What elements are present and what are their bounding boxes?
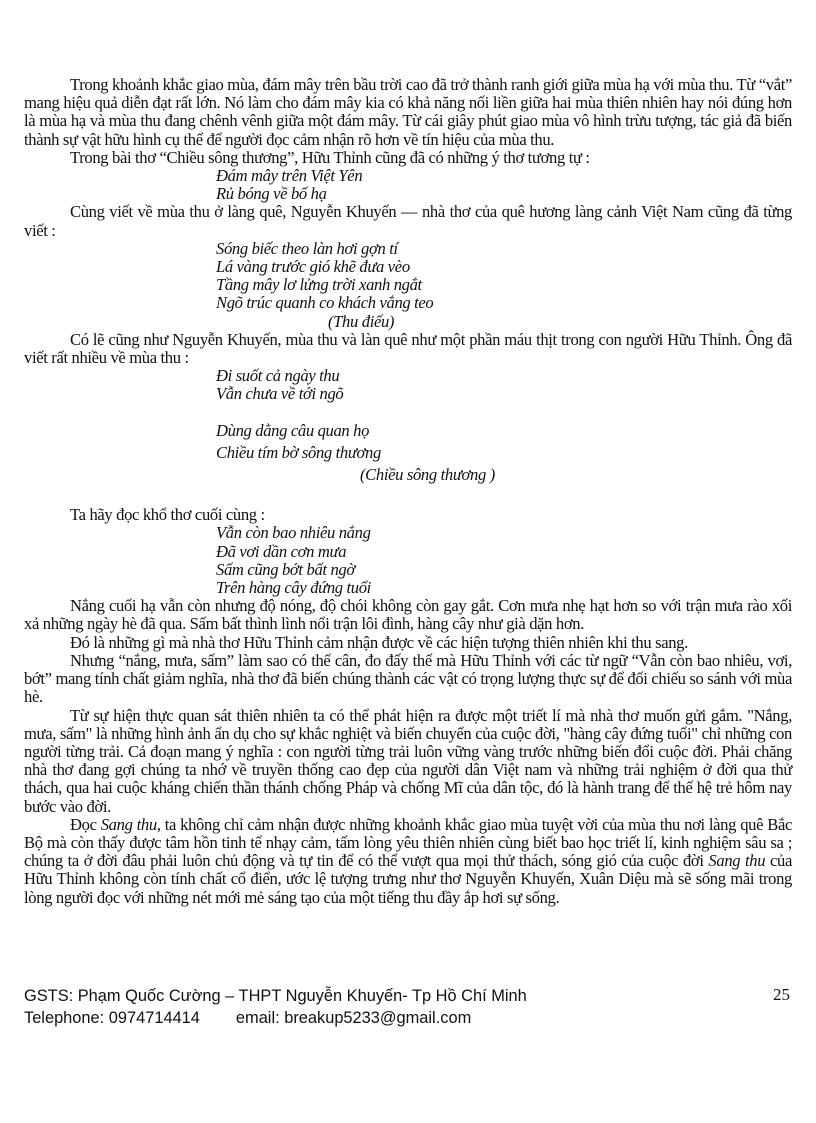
footer-phone: Telephone: 0974714414	[24, 1009, 200, 1027]
footer-author: GSTS: Phạm Quốc Cường – THPT Nguyễn Khuyến- Tp Hồ Chí Minh	[24, 987, 527, 1005]
poem-line: Dùng dằng câu quan họ	[216, 420, 370, 440]
work-title: Sang thu	[708, 851, 766, 871]
paragraph: Nắng cuối hạ vẫn còn nhưng độ nóng, độ chói không còn gay gắt. Cơn mưa nhẹ hạt hơn so với trận mưa rào xối xả những ngày hè đã qua. Sấm bất thình lình nổi trận lôi đình, hàng cây như già dặn hơn.	[24, 596, 792, 634]
footer-contact	[24, 1007, 792, 1029]
footer-email: email: breakup5233@gmail.com	[235, 1009, 472, 1027]
main-text	[24, 76, 792, 907]
poem-quote	[216, 367, 792, 484]
paragraph: Nhưng “nắng, mưa, sấm” làm sao có thể cân, đo đấy thế mà Hữu Thỉnh với các từ ngữ “Vẫn còn bao nhiêu, vơi, bớt” mang tính chất giảm nghĩa, nhà thơ đã biến chúng thành các vật có trọng lượng thực sự để đối chiếu so sánh với mùa hè.	[24, 650, 792, 707]
paragraph: Cùng viết về mùa thu ở làng quê, Nguyễn Khuyến — nhà thơ của quê hương làng cảnh Việt Nam cũng đã từng viết :	[24, 202, 792, 240]
poem-line: Lá vàng trước gió khẽ đưa vèo	[216, 257, 410, 277]
poem-quote	[216, 240, 792, 331]
paragraph: Ta hãy đọc khổ thơ cuối cùng :	[70, 505, 265, 525]
poem-line: Đám mây trên Việt Yên	[216, 166, 363, 186]
poem-quote	[216, 524, 792, 597]
paragraph: Trong khoảnh khắc giao mùa, đám mây trên bầu trời cao đã trở thành ranh giới giữa mùa hạ với mùa thu. Từ “vắt” mang hiệu quả diễn đạt rất lớn. Nó làm cho đám mây kia có khả năng nối liền giữa hai mùa thiên nhiên hay nói đúng hơn là mùa hạ và mùa thu đang chênh vênh giữa một đám mây. Từ cái giây phút giao mùa vô hình trừu tượng, tác giả đã biến thành sự vật hữu hình cụ thể để người đọc cảm nhận rõ hơn về tín hiệu của mùa thu.	[24, 75, 792, 149]
poem-quote	[216, 167, 792, 203]
poem-line: Rủ bóng về bố hạ	[216, 184, 327, 204]
section-gap	[24, 484, 792, 506]
page-number: 25	[773, 985, 790, 1004]
paragraph	[24, 816, 792, 907]
poem-line: Vẫn chưa về tới ngõ	[216, 384, 344, 404]
poem-line: Sấm cũng bớt bất ngờ	[216, 559, 355, 579]
paragraph: Trong bài thơ “Chiều sông thương”, Hữu Thỉnh cũng đã có những ý thơ tương tự :	[70, 147, 590, 167]
work-title: Sang thu	[100, 814, 157, 834]
poem-line: Sóng biếc theo làn hơi gợn tí	[216, 238, 398, 258]
text-run: của Hữu Thỉnh không còn tính chất cổ điển, ước lệ tượng trưng như thơ Nguyễn Khuyến, Xuân Diệu mà sẽ sống mãi trong lòng người đọc với những nét mới mẻ sáng tạo của một tiếng thu đầy ắp hơi sự sống.	[24, 851, 792, 907]
poem-line: Ngõ trúc quanh co khách vắng teo	[216, 293, 434, 313]
poem-source: (Chiều sông thương )	[360, 465, 495, 485]
paragraph: Đó là những gì mà nhà thơ Hữu Thỉnh cảm nhận được về các hiện tượng thiên nhiên khi thu sang.	[70, 632, 688, 652]
poem-line: Chiều tím bờ sông thương	[216, 442, 381, 462]
paragraph: Từ sự hiện thực quan sát thiên nhiên ta có thể phát hiện ra được một triết lí mà nhà thơ muốn gửi gắm. "Nắng, mưa, sấm" là những hình ảnh ẩn dụ cho sự khắc nghiệt và biến chuyển của cuộc đời, "hàng cây đứng tuổi" chỉ những con người từng trải. Cả đoạn mang ý nghĩa : con người từng trải luôn vững vàng trước những biến đổi cuộc đời. Phải chăng nhà thơ đang gợi chúng ta nhớ về truyền thống cao đẹp của người dân Việt nam và những trải nghiệm ở đời qua thử thách, qua hai cuộc kháng chiến thần thánh chống Pháp và chống Mĩ của dân tộc, đó là hành trang để thế hệ trẻ hôm nay bước vào đời.	[24, 705, 792, 816]
poem-line: Tầng mây lơ lửng trời xanh ngắt	[216, 275, 422, 295]
page-footer	[24, 985, 792, 1029]
poem-line: Đi suốt cả ngày thu	[216, 366, 340, 386]
stanza-gap	[216, 404, 792, 422]
text-run: Đọc	[70, 814, 101, 834]
poem-line: Trên hàng cây đứng tuổi	[216, 578, 371, 598]
paragraph: Có lẽ cũng như Nguyễn Khuyến, mùa thu và làn quê như một phần máu thịt trong con người Hữu Thỉnh. Ông đã viết rất nhiều về mùa thu :	[24, 329, 792, 368]
poem-line: Đã vơi dần cơn mưa	[216, 541, 347, 561]
text-run: , ta không chỉ cảm nhận được những khoảnh khắc giao mùa tuyệt vời của mùa thu nơi làng quê Bắc Bộ mà còn thấy được tâm hồn tinh tế nhạy cảm, tấm lòng yêu thiên nhiên cùng biết bao học triết lí, kinh nghiệm sâu sa ; chúng ta ở đời đâu phải luôn chủ động và tự tin để có thể vượt qua mọi thử thách, sóng gió của cuộc đời	[24, 814, 792, 871]
poem-source: (Thu điếu)	[328, 311, 395, 331]
poem-line: Vẫn còn bao nhiêu nắng	[216, 523, 371, 543]
